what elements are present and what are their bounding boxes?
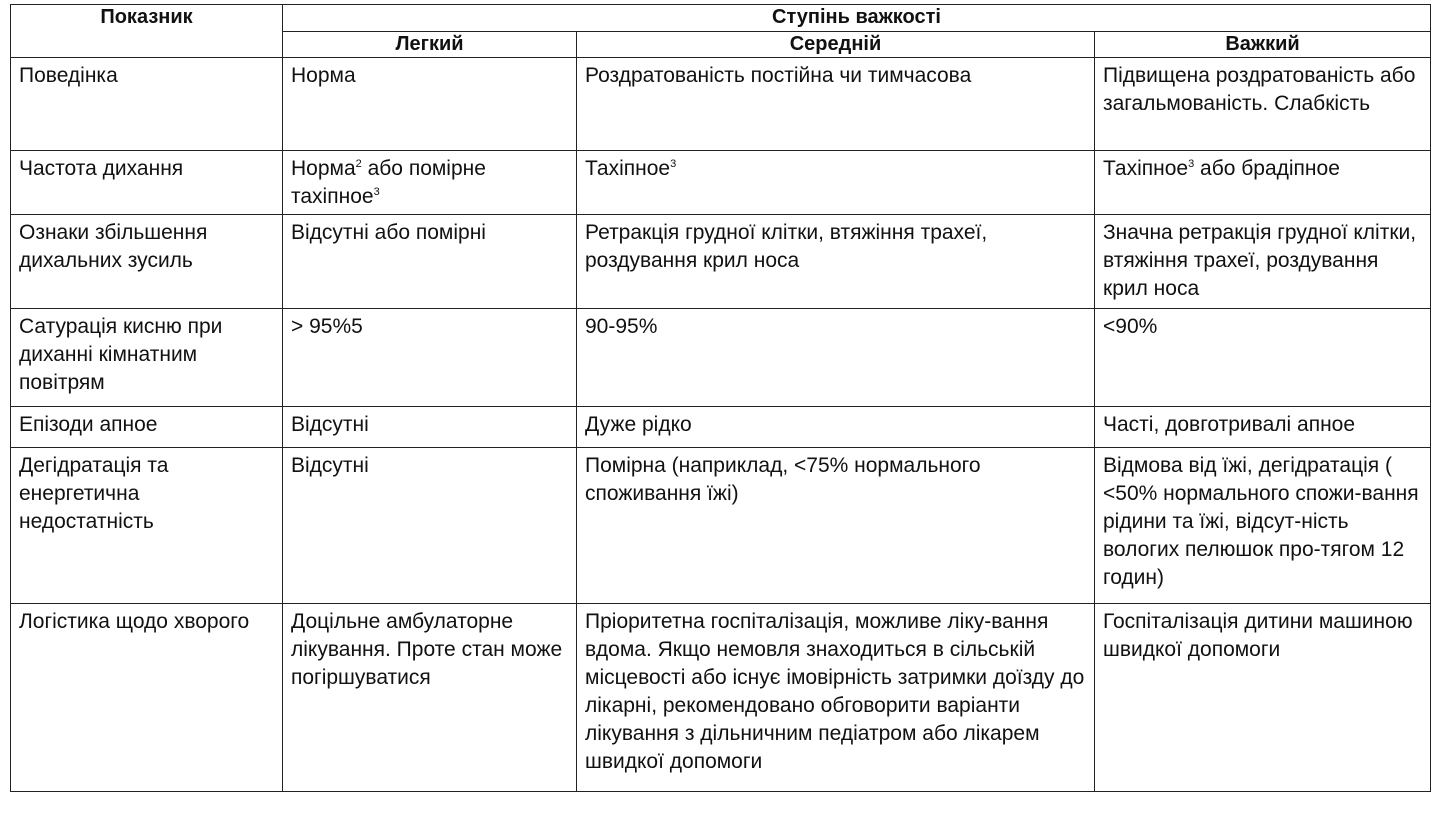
cell-mild: > 95%5: [283, 309, 577, 407]
cell-indicator: Логістика щодо хворого: [11, 604, 283, 792]
cell-mild: Доцільне амбулаторне лікування. Проте стан може погіршуватися: [283, 604, 577, 792]
table-row: [11, 448, 1431, 604]
cell-severe: Значна ретракція грудної клітки, втяжіння трахеї, роздування крил носа: [1095, 215, 1431, 309]
cell-moderate: Роздратованість постійна чи тимчасова: [577, 58, 1095, 151]
header-severe: Важкий: [1095, 31, 1431, 58]
cell-severe: [1095, 151, 1431, 215]
header-severity: Ступінь важкості: [283, 5, 1431, 32]
cell-indicator: Поведінка: [11, 58, 283, 151]
table-row: [11, 58, 1431, 151]
cell-moderate: Помірна (наприклад, <75% нормального споживання їжі): [577, 448, 1095, 604]
cell-indicator: Епізоди апное: [11, 407, 283, 448]
cell-severe: <90%: [1095, 309, 1431, 407]
cell-mild: Відсутні: [283, 448, 577, 604]
table-row: [11, 309, 1431, 407]
table-body: [11, 58, 1431, 792]
cell-severe: Часті, довготривалі апное: [1095, 407, 1431, 448]
cell-mild: [283, 151, 577, 215]
table-row: [11, 407, 1431, 448]
cell-indicator: Дегідратація та енергетична недостатність: [11, 448, 283, 604]
footnote-mark: 3: [373, 186, 380, 198]
header-mild: Легкий: [283, 31, 577, 58]
cell-text: Тахіпное: [585, 157, 671, 180]
cell-moderate: Пріоритетна госпіталізація, можливе ліку-вання вдома. Якщо немовля знаходиться в сільській місцевості або існує імовірність затримки доїзду до лікарні, рекомендовано обговорити варіанти лікування з дільничним педіатром або лікарем швидкої допомоги: [577, 604, 1095, 792]
table-row: [11, 151, 1431, 215]
cell-text: Норма: [291, 157, 356, 180]
cell-severe: Відмова від їжі, дегідратація ( <50% нормального спожи-вання рідини та їжі, відсут-ність вологих пелюшок про-тягом 12 годин): [1095, 448, 1431, 604]
cell-moderate: [577, 151, 1095, 215]
header-indicator: Показник: [11, 5, 283, 58]
cell-indicator: Сатурація кисню при диханні кімнатним повітрям: [11, 309, 283, 407]
severity-table-container: [10, 4, 1430, 792]
table-row: [11, 604, 1431, 792]
cell-moderate: Ретракція грудної клітки, втяжіння трахеї, роздування крил носа: [577, 215, 1095, 309]
header-row-top: [11, 5, 1431, 32]
header-moderate: Середній: [577, 31, 1095, 58]
cell-text: Тахіпное: [1103, 157, 1189, 180]
cell-mild: Відсутні або помірні: [283, 215, 577, 309]
table-row: [11, 215, 1431, 309]
cell-indicator: Ознаки збільшення дихальних зусиль: [11, 215, 283, 309]
severity-table: [10, 4, 1431, 792]
cell-indicator: Частота дихання: [11, 151, 283, 215]
table-header: [11, 5, 1431, 58]
cell-severe: Госпіталізація дитини машиною швидкої допомоги: [1095, 604, 1431, 792]
cell-severe: Підвищена роздратованість або загальмованість. Слабкість: [1095, 58, 1431, 151]
footnote-mark: 3: [670, 158, 677, 170]
footnote-mark: 3: [1188, 158, 1195, 170]
cell-text: або брадіпное: [1194, 157, 1340, 180]
cell-mild: Норма: [283, 58, 577, 151]
cell-moderate: Дуже рідко: [577, 407, 1095, 448]
cell-mild: Відсутні: [283, 407, 577, 448]
footnote-mark: 2: [355, 158, 362, 170]
cell-text: або помірне тахіпное: [291, 157, 486, 208]
cell-moderate: 90-95%: [577, 309, 1095, 407]
